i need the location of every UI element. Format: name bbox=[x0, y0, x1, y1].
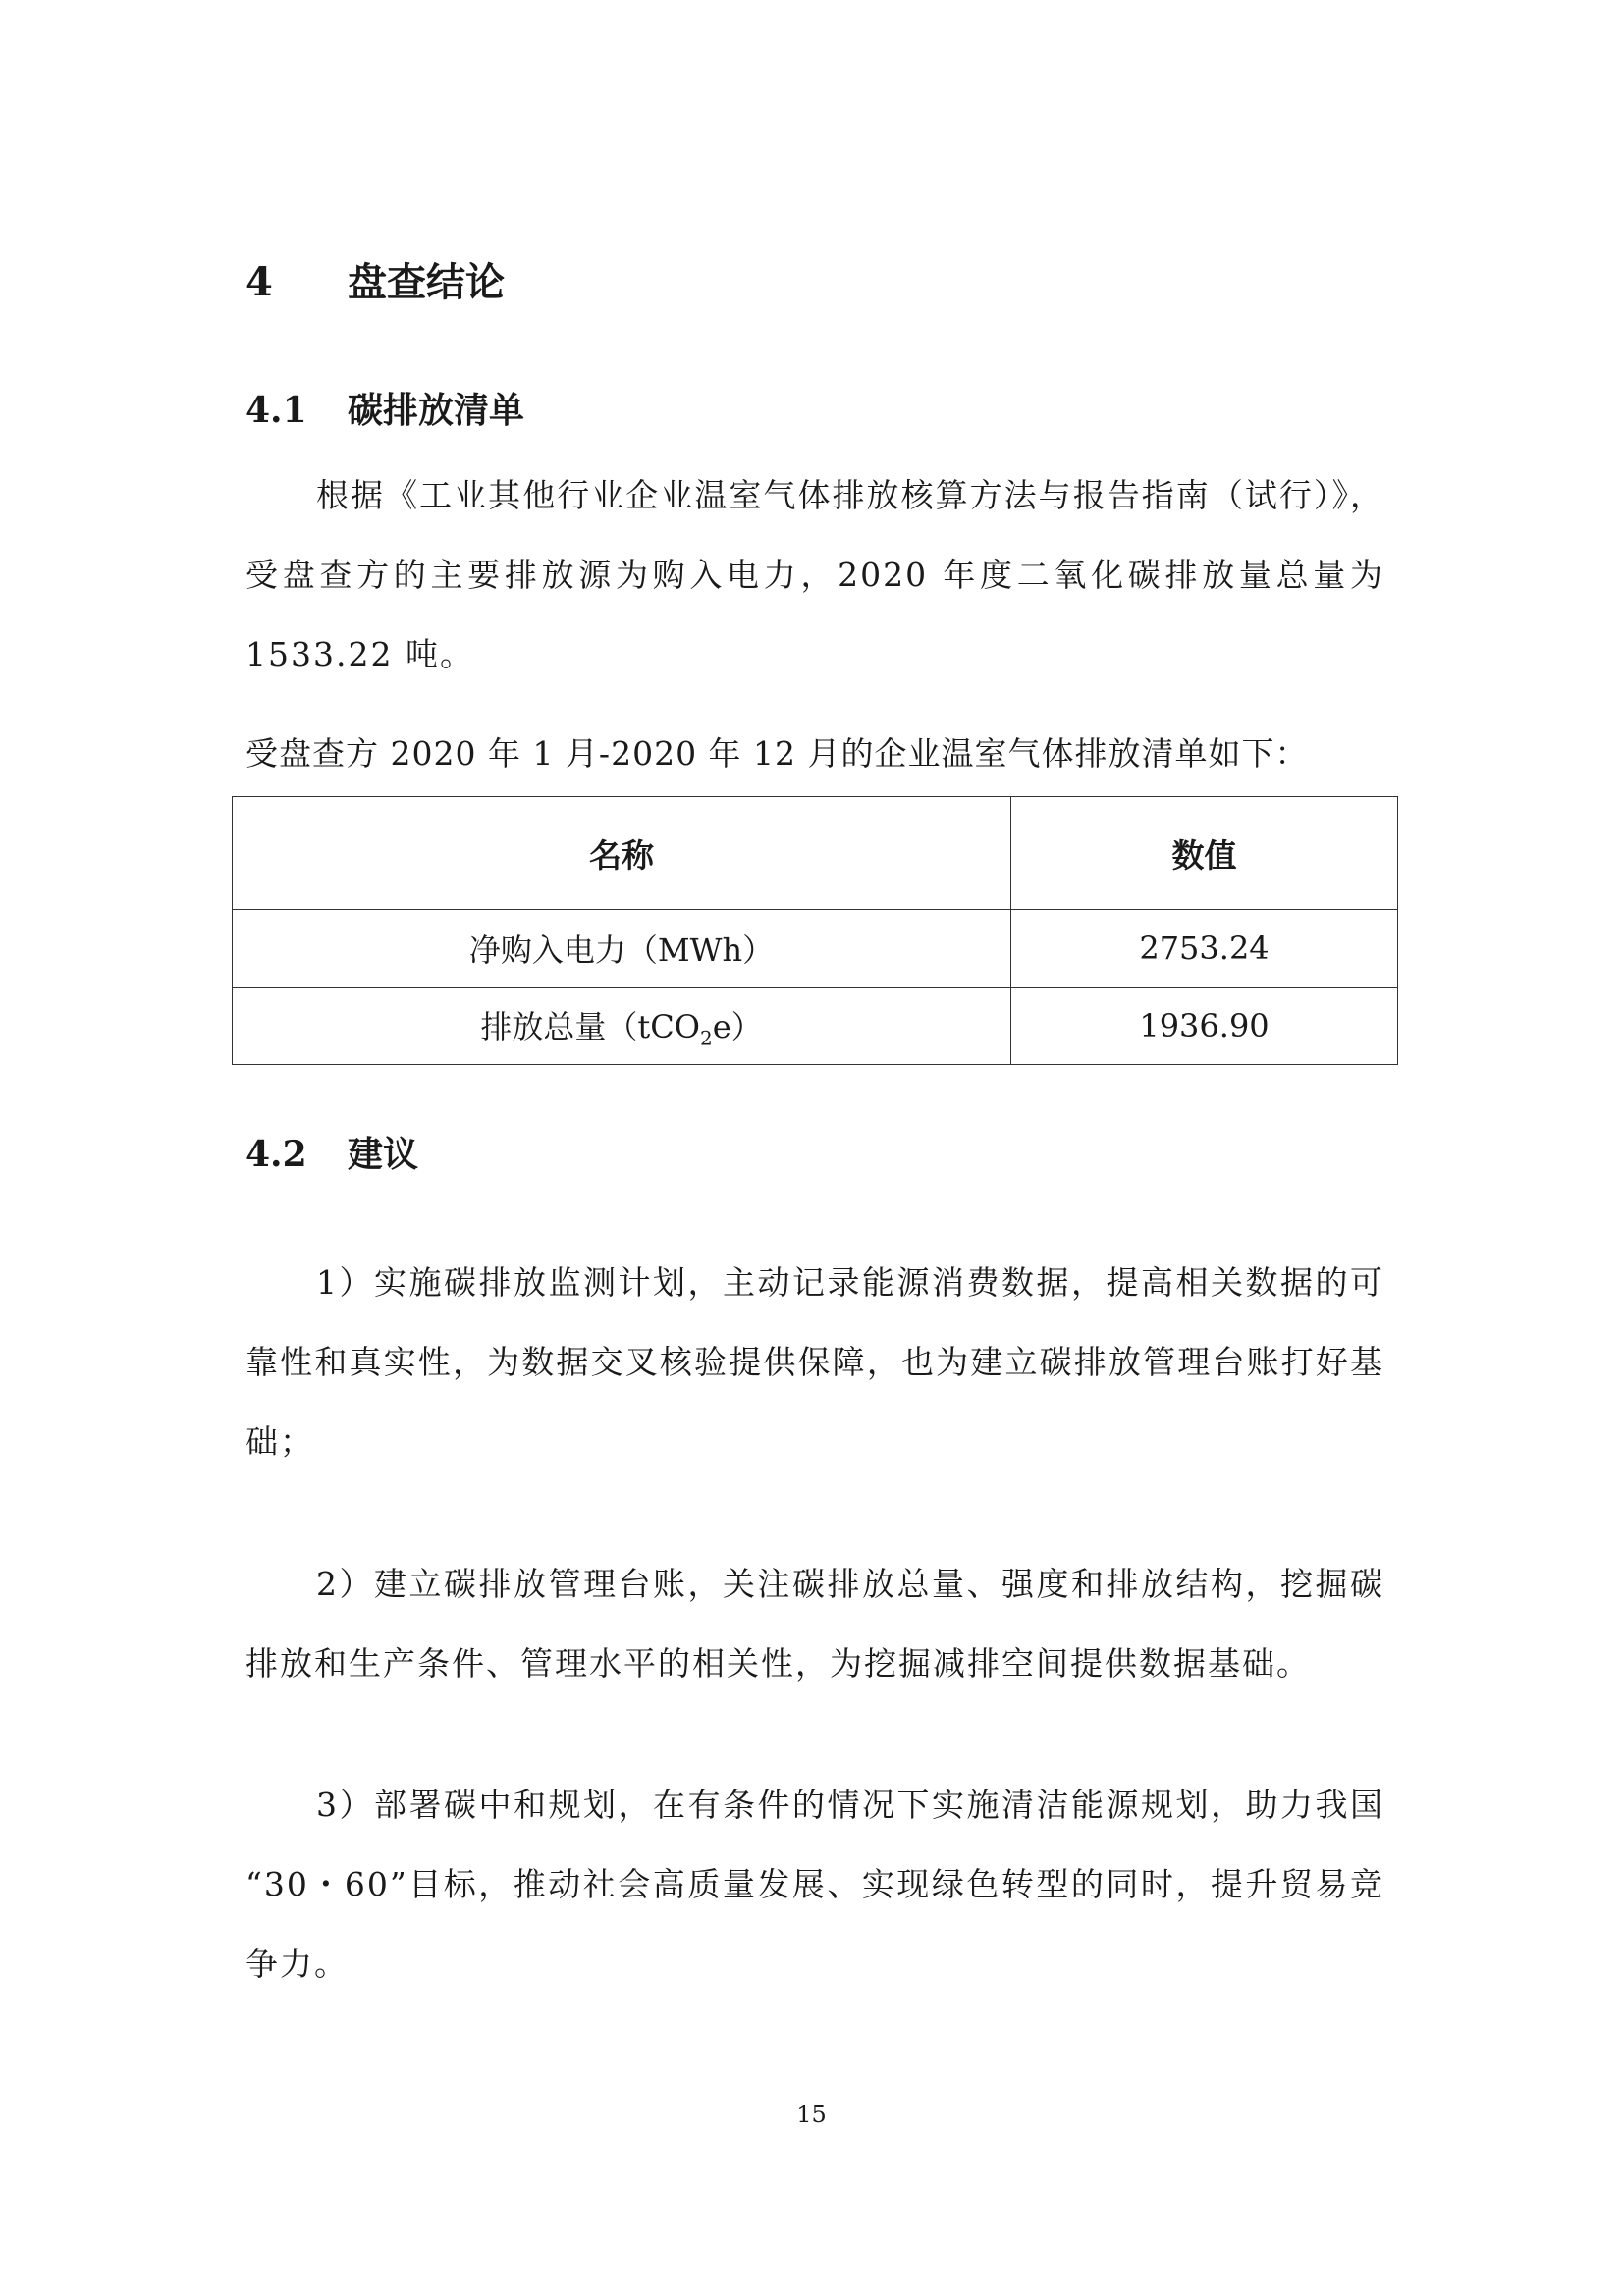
header-name: 名称 bbox=[233, 797, 1011, 910]
subsection-title: 碳排放清单 bbox=[348, 390, 525, 431]
subsection-number: 4.2 bbox=[245, 1134, 307, 1175]
table-row bbox=[233, 988, 1398, 1065]
inventory-intro: 受盘查方 2020 年 1 月-2020 年 12 月的企业温室气体排放清单如下： bbox=[245, 734, 1309, 773]
recommendation-item: 1）实施碳排放监测计划，主动记录能源消费数据，提高相关数据的可靠性和真实性，为数据交叉核验提供保障，也为建立碳排放管理台账打好基础； bbox=[245, 1263, 1384, 1461]
row-name: 排放总量（tCO$_2$e） bbox=[233, 988, 1011, 1065]
recommendation-item: 3）部署碳中和规划，在有条件的情况下实施清洁能源规划，助力我国 “30・60”目标，推动社会高质量发展、实现绿色转型的同时，提升贸易竞争力。 bbox=[245, 1786, 1384, 1983]
section-number: 4 bbox=[245, 259, 273, 305]
recommendation-item: 2）建立碳排放管理台账，关注碳排放总量、强度和排放结构，挖掘碳排放和生产条件、管理水平的相关性，为挖掘减排空间提供数据基础。 bbox=[245, 1565, 1384, 1682]
inventory-paragraph: 根据《工业其他行业企业温室气体排放核算方法与报告指南（试行）》，受盘查方的主要排放源为购入电力，2020 年度二氧化碳排放量总量为 1533.22 吨。 bbox=[245, 476, 1384, 673]
header-value: 数值 bbox=[1011, 797, 1398, 910]
table-header-row bbox=[233, 797, 1398, 910]
subsection-number: 4.1 bbox=[245, 390, 307, 431]
page-number: 15 bbox=[796, 2101, 827, 2128]
subsection-title: 建议 bbox=[348, 1134, 419, 1175]
row-value: 1936.90 bbox=[1011, 988, 1398, 1065]
emission-table bbox=[232, 796, 1398, 1065]
section-heading bbox=[245, 253, 505, 312]
section-title: 盘查结论 bbox=[348, 259, 505, 305]
subsection-heading-4-1 bbox=[245, 383, 524, 438]
row-value: 2753.24 bbox=[1011, 910, 1398, 988]
row-name: 净购入电力（MWh） bbox=[233, 910, 1011, 988]
subsection-heading-4-2 bbox=[245, 1127, 418, 1182]
table-row bbox=[233, 910, 1398, 988]
